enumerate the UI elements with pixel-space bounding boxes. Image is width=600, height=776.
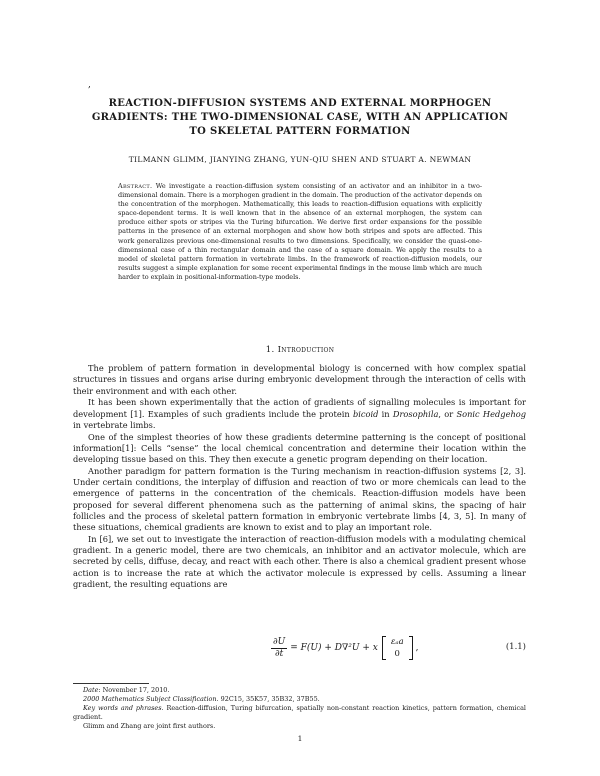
footnote-joint-authors: Glimm and Zhang are joint first authors. (83, 722, 216, 731)
equation-1-1 (73, 630, 526, 680)
paper-title: REACTION-DIFFUSION SYSTEMS AND EXTERNAL MORPHOGEN GRADIENTS: THE TWO-DIMENSIONAL CASE, WITH AN APPLICATION TO SKELETAL PATTERN FORMATION (91, 98, 509, 137)
partial-derivative: $\frac{\partial U}{\partial t}$ (273, 636, 286, 659)
paragraph-5: In [6], we set out to investigate the interaction of reaction-diffusion models with a modulating chemical gradient. In a generic model, there are two chemicals, an inhibitor and an activator molecule, which are secreted by cells, diffuse, decay, and react with each other. There is also a chemical gradient present whose action is to increase the rate at which the activator molecule is expressed by cells. Assuming a linear gradient, the resulting equations are (73, 533, 526, 589)
footnotes (73, 686, 526, 731)
abstract-text: We investigate a reaction-diffusion system consisting of an activator and an inhibitor in a two-dimensional domain. There is a morphogen gradient in the domain. The production of the activator depends on the concentration of the morphogen. Mathematically, this leads to reaction-diffusion equations with explicitly space-dependent terms. It is well known that in the absence of an external morphogen, the system can produce either spots or stripes via the Turing bifurcation. We derive first order expansions for the possible patterns in the presence of an external morphogen and show how both stripes and spots are affected. This work generalizes previous one-dimensional results to two dimensions. Specifically, we consider the quasi-one-dimensional case of a thin rectangular domain and the case of a square domain. We apply the results to a model of skeletal pattern formation in vertebrate limbs. In the framework of reaction-diffusion models, our results suggest a simple explanation for some recent experimental findings in the mouse limb which are much harder to explain in positional-information-type models. (118, 182, 482, 281)
paragraph-4: Another paradigm for pattern formation is the Turing mechanism in reaction-diffusion systems [2, 3]. Under certain conditions, the interplay of diffusion and reaction of two or more chemicals can lead to the emergence of patterns in the concentration of the chemicals. Reaction-diffusion models have been proposed for several different phenomena such as the patterning of animal skins, the spacing of hair follicles and the process of skeletal pattern formation in embryonic vertebrate limbs [4, 3, 5]. In many of these situations, chemical gradients are known to exist and to play an important role. (73, 465, 526, 532)
footnote-msc: 2000 Mathematics Subject Classification. 92C15, 35K57, 35B32, 37B55. (83, 695, 320, 704)
section-title: Introduction (277, 345, 335, 355)
author-list: TILMANN GLIMM, JIANYING ZHANG, YUN-QIU SHEN AND STUART A. NEWMAN (128, 155, 472, 164)
equation-rhs: = F(U) + D∇²U + x (290, 643, 378, 653)
abstract (118, 182, 482, 282)
stray-mark: , (88, 80, 91, 90)
paragraph-3: One of the simplest theories of how these gradients determine patterning is the concept of positional information[1]: Cells “sense” the local chemical concentration and determine their location within the developing tissue based on this. They then execute a genetic program depending on their location. (73, 431, 526, 464)
footnote-divider (73, 683, 149, 684)
section-heading (90, 345, 510, 355)
footnote-date: Date: November 17, 2010. (83, 686, 170, 694)
equation-body: $\frac{\partial U}{\partial t}$ = F(U) + D∇²U + x εₐa 0 , (273, 636, 419, 659)
paragraph-2: It has been shown experimentally that the action of gradients of signalling molecules is important for development [1]. Examples of such gradients include the protein bicoid in Drosophila, or Sonic Hedgehog in vertebrate limbs. (73, 397, 527, 430)
gradient-vector: εₐa 0 (382, 636, 413, 660)
equation-number: (1.1) (505, 642, 526, 652)
footnote-keywords: Key words and phrases. Reaction-diffusion, Turing bifurcation, spatially non-constant reaction kinetics, pattern formation, chemical gradient. (73, 704, 526, 722)
section-number: 1. (265, 345, 275, 355)
paragraph-1: The problem of pattern formation in developmental biology is concerned with how complex spatial structures in tissues and organs arise during embryonic development through the interaction of cells with their environment and with each other. (73, 363, 526, 396)
body-text (73, 363, 526, 591)
page-number: 1 (297, 734, 303, 743)
abstract-label: Abstract. (118, 182, 153, 190)
